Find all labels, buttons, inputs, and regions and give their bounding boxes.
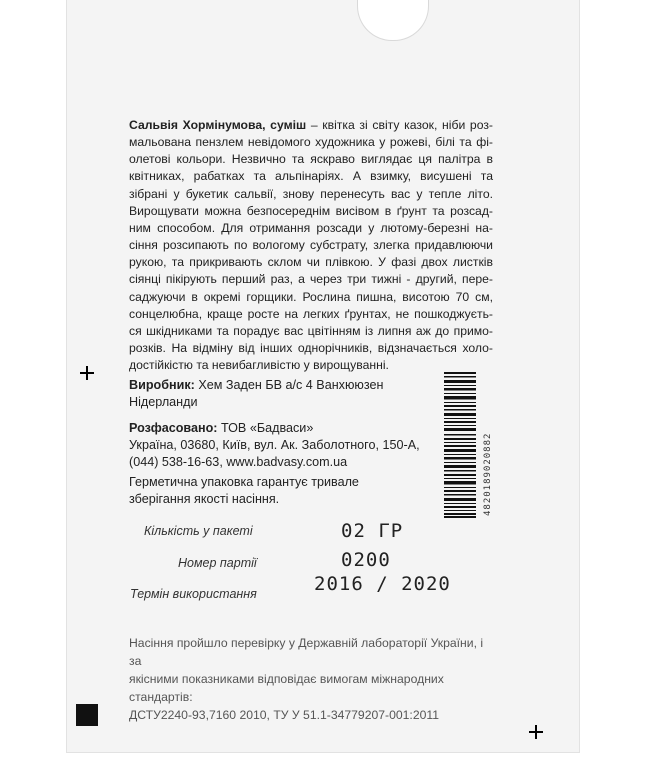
description-line: Вирощувати можна безпосереднім висівом в ґрунт та розсад- — [129, 203, 493, 218]
manufacturer-country: Нідерланди — [129, 395, 198, 409]
term-label: Термін використання — [130, 587, 257, 601]
description-line: рукою, та прикривають склом чи плівкою. У фазі двох листків — [129, 255, 493, 270]
registration-mark-left — [80, 366, 94, 380]
description-line: розків. На відміну від інших однорічників, відзначається холо- — [129, 341, 493, 356]
description-line: олетові кольори. Незвично та яскраво виглядає ця палітра — [129, 152, 481, 167]
packer-label: Розфасовано: — [129, 421, 218, 435]
term-value: 2016 / 2020 — [314, 573, 451, 595]
description-line: ним способом. Для отримання розсади у лютому-березні на- — [129, 220, 493, 235]
certification-note — [129, 634, 493, 724]
quantity-label: Кількість у пакеті — [144, 524, 253, 538]
packaging-note-2: зберігання якості насіння. — [129, 492, 280, 506]
certification-line: ДСТУ2240-93,7160 2010, ТУ У 51.1-34779207-001:2011 — [129, 708, 440, 722]
registration-mark-right — [529, 725, 543, 739]
description-block — [129, 117, 493, 374]
packer-address: Україна, 03680, Київ, вул. Ак. Заболотного, 150-А, — [129, 438, 420, 452]
manufacturer-label: Виробник: — [129, 378, 195, 392]
quantity-value: 02 ГР — [341, 520, 404, 542]
hang-hole — [357, 0, 429, 41]
description-line: сіння розсипають по вологому субстрату, злегка придавлюючи — [129, 238, 493, 253]
barcode — [444, 372, 476, 518]
description-title: Сальвія Хормінумова, суміш — [129, 118, 307, 132]
certification-line: Насіння пройшло перевірку у Державній лабораторії України, і за — [129, 636, 484, 668]
description-line: саджуючи в окремі горщики. Рослина пишна, висотою 70 см, — [129, 289, 493, 304]
description-line: мальована пензлем невідомого художника у рожеві, білі та фі- — [129, 135, 493, 150]
packer-contacts: (044) 538-16-63, www.badvasy.com.ua — [129, 455, 348, 469]
description-line: достійкістю та невибагливістю у вирощуванні. — [129, 358, 389, 373]
description-line: ся шкідниками та порадує вас цвітінням із липня аж до примо- — [129, 323, 493, 338]
batch-value: 0200 — [341, 549, 391, 571]
manufacturer-name: Хем Заден БВ а/с 4 Ванхююзен — [194, 378, 384, 392]
certification-line: якісними показниками відповідає вимогам міжнародних стандартів: — [129, 672, 444, 704]
black-registration-square — [76, 704, 98, 726]
packer-name: ТОВ «Бадваси» — [217, 421, 314, 435]
manufacturer-line-1 — [129, 377, 383, 394]
barcode-number: 4820189020882 — [483, 432, 493, 516]
description-line: сіянці пікірують перший раз, а через три тижні - другий, пере- — [129, 272, 493, 287]
description-line: в квітниках, рабатках та альпінаріях. А взимку, висушені та — [129, 152, 494, 184]
description-line: сонцелюбна, краще росте на легких ґрунтах, не пошкоджуєть- — [129, 306, 493, 321]
description-line: – квітка зі світу казок, ніби роз- — [306, 118, 493, 132]
packer-line-1 — [129, 420, 313, 437]
packaging-note-1: Герметична упаковка гарантує тривале — [129, 475, 359, 489]
description-line: зібрані у букетик сальвії, знову перенесуть вас у тепле літо. — [129, 186, 493, 201]
batch-label: Номер партії — [178, 556, 257, 570]
